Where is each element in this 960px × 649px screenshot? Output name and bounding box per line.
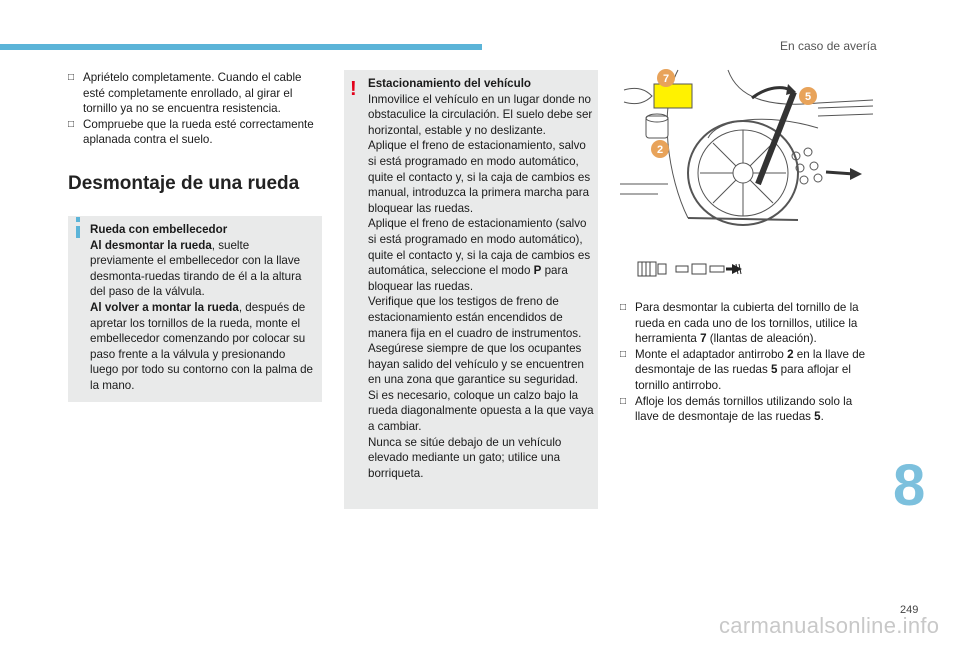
warning-title: Estacionamiento del vehículo xyxy=(368,77,531,90)
callout-label: 2 xyxy=(656,144,664,156)
callout-label: 7 xyxy=(662,73,670,85)
section-title: En caso de avería xyxy=(780,39,877,53)
checkbox-bullet-icon: □ xyxy=(620,395,627,407)
header-accent-bar xyxy=(0,44,482,50)
exclamation-icon: ! xyxy=(350,78,357,100)
left-bullets xyxy=(68,70,322,148)
adapter-wrench-illustration xyxy=(636,258,748,280)
checkbox-bullet-icon: □ xyxy=(68,118,75,130)
checkbox-bullet-icon: □ xyxy=(620,302,627,313)
checkbox-bullet-icon: □ xyxy=(68,72,75,83)
bullet-item: □ Apriételo completamente. Cuando el cable esté completamente enrollado, al girar el tornillo ya no se encuentra resistencia. xyxy=(68,71,302,116)
bullet-item: □ Compruebe que la rueda esté correctamente aplanada contra el suelo. xyxy=(68,117,314,147)
section-heading: Desmontaje de una rueda xyxy=(68,173,300,194)
checkbox-bullet-icon: □ xyxy=(620,348,627,360)
bullet-item: □ Monte el adaptador antirrobo 2 en la llave de desmontaje de las ruedas 5 para aflojar el tornillo antirrobo. xyxy=(620,347,866,392)
right-bullets xyxy=(620,300,872,425)
warning-box xyxy=(344,70,598,509)
info-icon-bar xyxy=(76,226,80,238)
info-box xyxy=(68,216,322,402)
bullet-item: □ Afloje los demás tornillos utilizando solo la llave de desmontaje de las ruedas 5. xyxy=(620,394,853,424)
info-box-text: Rueda con embellecedor Al desmontar la rueda, suelte previamente el embellecedor con la llave desmonta-ruedas tirando de él a la altura del paso de la válvula. Al volver a montar la rueda, después de apretar los tornillos de la rueda, monte el embellecedor comenzando por colocar su paso frente a la válvula y presionando luego por todo su contorno con la palma de la mano. xyxy=(90,223,314,392)
info-icon xyxy=(76,217,80,222)
watermark: carmanualsonline.info xyxy=(719,613,940,638)
bullet-item: □ Para desmontar la cubierta del tornillo de la rueda en cada uno de los tornillos, utilice la herramienta 7 (llantas de aleación). xyxy=(620,301,859,346)
info-box-title: Rueda con embellecedor xyxy=(90,223,228,236)
page-number: 249 xyxy=(900,604,919,616)
warning-box-text: Estacionamiento del vehículo Inmovilice el vehículo en un lugar donde no obstaculice la circulación. El suelo debe ser horizontal, estable y no deslizante. Aplique el freno de estacionamiento, salvo si está programado en modo automático, quite el contacto y, si la caja de cambios es manual, introduzca la primera marcha para bloquear las ruedas. Aplique el freno de estacionamiento (salvo si está programado en modo automático), quite el contacto y, si la caja de cambios es automática, seleccione el modo P para bloquear las ruedas. Verifique que los testigos de freno de estacionamiento están encendidos de manera fija en el cuadro de instrumentos. Asegúrese siempre de que los ocupantes hayan salido del vehículo y se encuentren en una zona que garantice su seguridad. Si es necesario, coloque un calzo bajo la rueda diagonalmente opuesta a la que vaya a cambiar. Nunca se sitúe debajo de un vehículo elevado mediante un gato; utilice una borriqueta. xyxy=(368,77,594,480)
callout-label: 5 xyxy=(804,91,812,103)
chapter-number: 8 xyxy=(893,453,926,518)
wheel-removal-illustration xyxy=(618,68,874,226)
